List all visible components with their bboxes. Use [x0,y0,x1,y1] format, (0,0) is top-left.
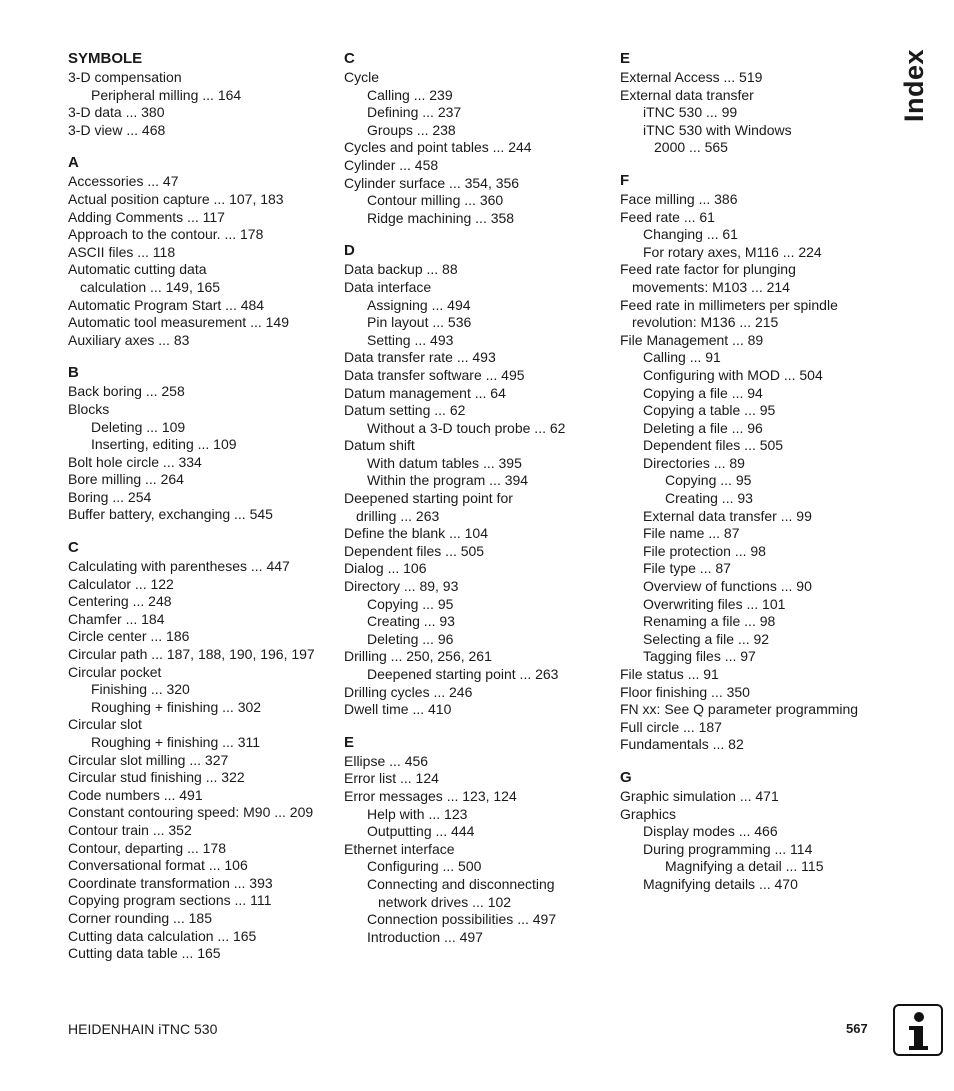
index-entry: External data transfer ... 99 [643,507,812,524]
section-letter: C [68,539,79,557]
section-letter: SYMBOLE [68,50,143,67]
index-entry: Cylinder ... 458 [344,156,439,173]
index-entry: revolution: M136 ... 215 [632,314,779,331]
index-entry: Centering ... 248 [68,593,172,610]
index-entry: Datum management ... 64 [344,384,506,401]
index-entry: Error messages ... 123, 124 [344,787,517,804]
index-entry: Copying a table ... 95 [643,402,776,419]
index-entry: calculation ... 149, 165 [80,278,221,295]
index-entry: Finishing ... 320 [91,681,190,698]
index-section [620,171,890,754]
index-entry: Blocks [68,400,110,417]
index-entry: Renaming a file ... 98 [643,613,776,630]
index-entry: Drilling ... 250, 256, 261 [344,648,492,665]
index-entry: movements: M103 ... 214 [632,278,790,295]
index-entry: Automatic Program Start ... 484 [68,296,265,313]
section-letter: B [68,364,79,382]
index-entry: Data interface [344,278,432,295]
index-entry: Adding Comments ... 117 [68,208,225,225]
index-entry: Accessories ... 47 [68,173,179,190]
index-entry: External Access ... 519 [620,69,763,85]
index-entry: 2000 ... 565 [654,139,728,156]
index-entry: Face milling ... 386 [620,190,738,207]
index-entry: Corner rounding ... 185 [68,909,212,926]
index-entry: ASCII files ... 118 [68,243,176,260]
index-entry: Ellipse ... 456 [344,752,429,769]
index-entry: Error list ... 124 [344,770,439,787]
index-entry: Datum shift [344,437,415,454]
index-section [344,241,614,718]
index-entry: Peripheral milling ... 164 [91,86,242,103]
index-entry: Cylinder surface ... 354, 356 [344,174,520,191]
index-section [620,49,890,157]
index-entry: Introduction ... 497 [367,928,483,945]
index-section [68,49,338,139]
index-entry: Automatic tool measurement ... 149 [68,314,289,331]
footer-product: HEIDENHAIN iTNC 530 [68,1021,218,1037]
index-entry: Floor finishing ... 350 [620,683,750,700]
index-entry: Copying a file ... 94 [643,384,763,401]
index-entry: Auxiliary axes ... 83 [68,331,190,348]
index-entry: Feed rate ... 61 [620,208,715,225]
index-entry: Tagging files ... 97 [643,648,756,665]
index-entry: File type ... 87 [643,560,731,577]
index-entry: Circle center ... 186 [68,628,190,645]
index-entry: Data backup ... 88 [344,261,458,278]
index-entry: Changing ... 61 [643,226,738,243]
index-entry: Actual position capture ... 107, 183 [68,190,284,207]
index-entry: External data transfer [620,86,754,103]
index-entry: Circular pocket [68,663,162,680]
index-entry: Groups ... 238 [367,121,456,138]
index-entry: Cutting data calculation ... 165 [68,927,257,944]
index-entry: Outputting ... 444 [367,823,475,840]
index-entry: Setting ... 493 [367,331,454,348]
index-entry: Code numbers ... 491 [68,786,203,803]
info-icon [893,1004,943,1056]
index-entry: Approach to the contour. ... 178 [68,226,264,243]
index-entry: Fundamentals ... 82 [620,736,744,753]
index-section [344,733,614,947]
index-entry: Connecting and disconnecting [367,875,555,892]
index-entry: 3-D compensation [68,69,182,85]
index-entry: Contour milling ... 360 [367,192,504,209]
index-entry: Directories ... 89 [643,454,745,471]
index-section [68,538,338,963]
index-entry: Ridge machining ... 358 [367,209,515,226]
index-entry: During programming ... 114 [643,840,813,857]
index-entry: Assigning ... 494 [367,296,471,313]
index-entry: With datum tables ... 395 [367,454,522,471]
index-entry: Inserting, editing ... 109 [91,436,237,453]
index-entry: Bore milling ... 264 [68,471,184,488]
index-entry: File status ... 91 [620,666,719,682]
index-column-1 [68,49,338,977]
section-letter: D [344,242,355,260]
index-entry: Overwriting files ... 101 [643,595,786,612]
index-entry: File name ... 87 [643,525,740,542]
index-entry: Deleting ... 109 [91,418,186,435]
index-entry: Boring ... 254 [68,488,152,505]
index-entry: Cycles and point tables ... 244 [344,139,532,156]
index-entry: Feed rate in millimeters per spindle [620,296,838,313]
index-entry: Cycle [344,69,380,85]
index-entry: Creating ... 93 [367,613,455,630]
index-entry: Connection possibilities ... 497 [367,911,557,928]
index-entry: Deleting a file ... 96 [643,419,763,436]
index-entry: Graphic simulation ... 471 [620,787,779,804]
index-entry: Dependent files ... 505 [643,437,784,454]
index-entry: 3-D view ... 468 [68,121,166,138]
index-entry: Creating ... 93 [665,490,753,507]
index-entry: Drilling cycles ... 246 [344,683,473,700]
section-letter: E [344,733,355,751]
index-section [620,768,890,894]
index-entry: Pin layout ... 536 [367,314,472,331]
index-entry: Directory ... 89, 93 [344,578,459,595]
index-entry: Automatic cutting data [68,261,207,278]
index-entry: For rotary axes, M116 ... 224 [643,243,822,260]
index-entry: Define the blank ... 104 [344,525,488,542]
index-entry: Configuring with MOD ... 504 [643,366,823,383]
index-entry: Dialog ... 106 [344,560,427,577]
index-entry: drilling ... 263 [356,507,440,524]
index-entry: FN xx: See Q parameter programming [620,701,859,718]
index-entry: Bolt hole circle ... 334 [68,453,202,470]
index-section [68,363,338,524]
index-entry: Copying program sections ... 111 [68,892,272,909]
index-entry: Back boring ... 258 [68,383,185,400]
index-entry: Deepened starting point for [344,490,513,507]
index-entry: Magnifying details ... 470 [643,875,798,892]
index-entry: Without a 3-D touch probe ... 62 [367,419,566,436]
index-entry: Calling ... 91 [643,349,721,366]
index-section [68,153,338,349]
index-entry: File protection ... 98 [643,542,766,559]
index-entry: Calling ... 239 [367,86,453,103]
index-entry: Configuring ... 500 [367,858,482,875]
index-entry: Circular path ... 187, 188, 190, 196, 197 [68,646,315,663]
index-entry: Circular slot [68,716,142,733]
index-entry: Chamfer ... 184 [68,610,165,627]
index-entry: Circular slot milling ... 327 [68,751,229,768]
index-column-2 [344,49,614,960]
index-entry: Conversational format ... 106 [68,857,248,874]
index-column-3 [620,49,890,908]
index-entry: Feed rate factor for plunging [620,261,796,278]
index-entry: Selecting a file ... 92 [643,630,770,647]
index-entry: Datum setting ... 62 [344,402,466,419]
index-title: Index [899,48,930,123]
index-entry: Dependent files ... 505 [344,542,485,559]
page-number: 567 [846,1021,868,1036]
index-entry: Defining ... 237 [367,104,462,121]
index-entry: Deleting ... 96 [367,630,454,647]
index-entry: 3-D data ... 380 [68,104,165,121]
index-entry: iTNC 530 with Windows [643,121,792,138]
index-entry: Ethernet interface [344,840,455,857]
section-letter: A [68,154,79,172]
index-entry: Constant contouring speed: M90 ... 209 [68,804,314,821]
index-entry: Coordinate transformation ... 393 [68,874,273,891]
index-entry: File Management ... 89 [620,331,764,348]
index-entry: Graphics [620,805,677,822]
index-entry: Data transfer rate ... 493 [344,349,496,366]
index-entry: Data transfer software ... 495 [344,366,525,383]
index-entry: Overview of functions ... 90 [643,578,812,595]
index-tab [888,48,938,123]
section-letter: F [620,171,630,189]
index-entry: Buffer battery, exchanging ... 545 [68,506,273,523]
index-entry: Contour, departing ... 178 [68,839,226,856]
section-letter: C [344,50,355,67]
index-entry: Cutting data table ... 165 [68,945,221,962]
index-entry: Roughing + finishing ... 302 [91,698,262,715]
index-entry: Magnifying a detail ... 115 [665,858,824,875]
index-entry: Deepened starting point ... 263 [367,666,559,682]
index-entry: Calculating with parentheses ... 447 [68,558,290,575]
index-entry: Dwell time ... 410 [344,701,452,718]
index-section [344,49,614,227]
index-entry: Full circle ... 187 [620,718,722,735]
index-entry: Contour train ... 352 [68,821,192,838]
index-entry: network drives ... 102 [378,893,512,910]
index-entry: Help with ... 123 [367,805,468,822]
index-entry: Display modes ... 466 [643,823,778,840]
index-entry: Circular stud finishing ... 322 [68,769,245,786]
section-letter: E [620,50,631,67]
index-entry: Copying ... 95 [367,595,454,612]
index-entry: Copying ... 95 [665,472,752,489]
index-entry: iTNC 530 ... 99 [643,104,738,121]
index-entry: Calculator ... 122 [68,575,174,592]
section-letter: G [620,768,632,786]
index-entry: Roughing + finishing ... 311 [91,734,261,750]
index-entry: Within the program ... 394 [367,472,529,489]
